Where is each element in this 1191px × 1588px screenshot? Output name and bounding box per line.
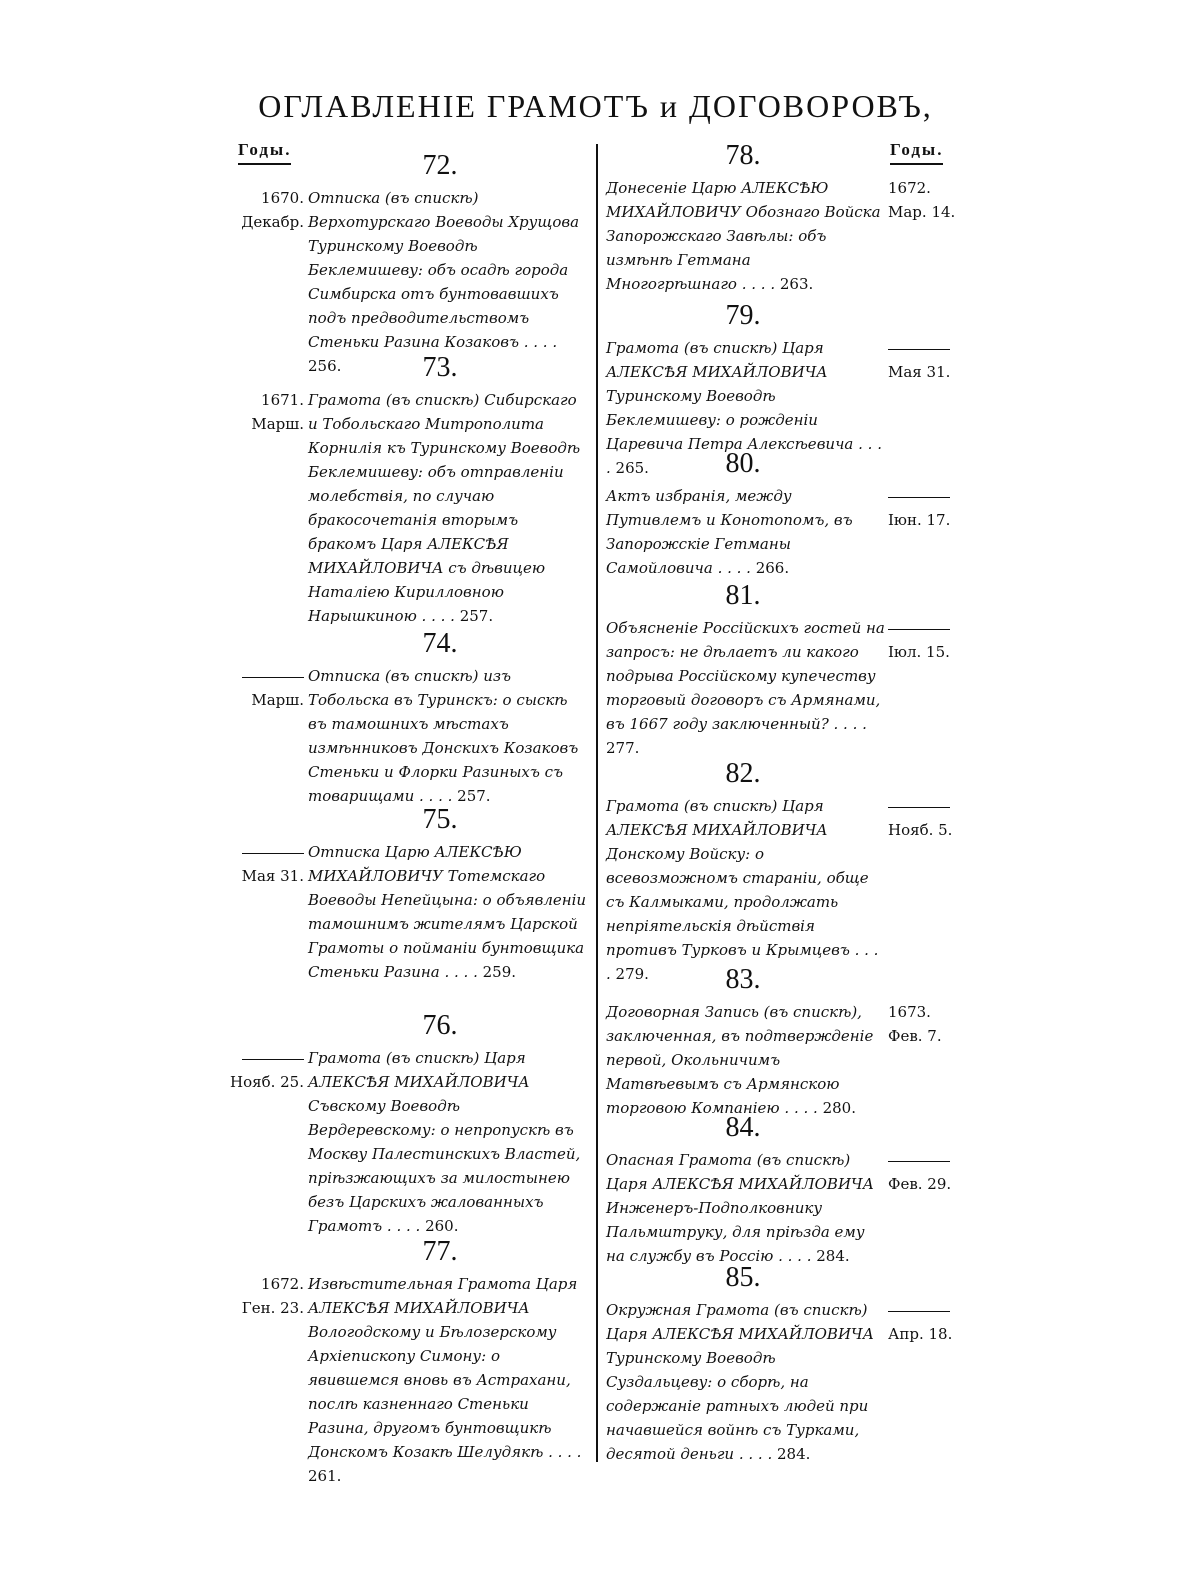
year-dash <box>888 616 998 640</box>
entry-page-number: 260. <box>425 1217 459 1235</box>
entry-number: 80. <box>725 448 761 479</box>
entry-text <box>308 664 588 808</box>
entry-date <box>888 484 998 532</box>
entry-number: 78. <box>725 140 761 171</box>
entry-number: 74. <box>422 628 458 659</box>
entry-description: Объясненіе Россійскихъ гостей на запросъ: не дѣлаетъ ли какого подрыва Россійскому купечеству торговый договоръ съ Армянами, въ 1667 году заключенный? . . . . <box>606 619 885 733</box>
dash-line <box>888 1311 950 1312</box>
date-line: 1671. <box>261 391 304 409</box>
date-line: Апр. 18. <box>888 1325 953 1343</box>
entry-number: 75. <box>422 804 458 835</box>
entry-page-number: 277. <box>606 739 640 757</box>
date-line: Ген. 23. <box>241 1299 304 1317</box>
entry-description: Грамота (въ спискѣ) Сибирскаго и Тобольскаго Митрополита Корнилія къ Туринскому Воеводѣ Беклемишеву: объ отправленіи молебствія, по случаю бракосочетанія вторымъ бракомъ Царя АЛЕКСѢЯ МИХАЙЛОВИЧА съ дѣвицею Наталіею Кирилловною Нарышкиною . . . . <box>308 391 581 625</box>
entry-page-number: 261. <box>308 1467 342 1485</box>
entry-text <box>606 1148 886 1268</box>
entry-description: Актъ избранія, между Путивлемъ и Конотопомъ, въ Запорожскіе Гетманы Самойловича . . . . <box>606 487 853 577</box>
entry-text <box>308 186 588 378</box>
entry-text <box>606 616 886 760</box>
date-line: Марш. <box>251 415 304 433</box>
years-header-left: Годы. <box>238 140 291 165</box>
year-dash <box>888 794 998 818</box>
entry-page-number: 284. <box>776 1445 811 1463</box>
entry-page-number: 263. <box>779 275 814 293</box>
date-line: Мая 31. <box>241 867 304 885</box>
entry-text <box>308 1272 588 1488</box>
entry-date <box>222 186 304 234</box>
date-line: Декабр. <box>241 213 304 231</box>
date-line: Іюн. 17. <box>888 511 951 529</box>
page-title: ОГЛАВЛЕНІЕ ГРАМОТЪ и ДОГОВОРОВЪ, <box>258 88 933 124</box>
entry-number: 73. <box>422 352 458 383</box>
entry-text <box>606 484 886 580</box>
entry-description: Грамота (въ спискѣ) Царя АЛЕКСѢЯ МИХАЙЛОВИЧА Туринскому Воеводѣ Беклемишеву: о рожденіи Царевича Петра Алексѣевича . . . . <box>606 339 882 477</box>
entry-page-number: 266. <box>755 559 790 577</box>
entry-description: Окружная Грамота (въ спискѣ) Царя АЛЕКСѢЯ МИХАЙЛОВИЧА Туринскому Воеводѣ Суздальцеву: о сборѣ, на содержаніе ратныхъ людей при начавшейся войнѣ съ Турками, десятой деньги . . . . <box>606 1301 874 1463</box>
entry-page-number: 265. <box>615 459 649 477</box>
entry-text <box>606 176 886 296</box>
entry-date <box>222 1046 304 1094</box>
year-dash <box>888 484 998 508</box>
entry-date <box>888 336 998 384</box>
entry-description: Отписка (въ спискѣ) изъ Тобольска въ Туринскъ: о сыскѣ въ тамошнихъ мѣстахъ измѣнниковъ Донскихъ Козаковъ Стеньки и Флорки Разиныхъ съ товарищами . . . . <box>308 667 579 805</box>
entry-description: Отписка (въ спискѣ) Верхотурскаго Воеводы Хрущова Туринскому Воеводѣ Беклемишеву: объ осадѣ города Симбирска отъ бунтовавшихъ подъ предводительствомъ Стеньки Разина Козаковъ . . . . <box>308 189 580 351</box>
entry-page-number: 279. <box>615 965 649 983</box>
entry-description: Донесеніе Царю АЛЕКСѢЮ МИХАЙЛОВИЧУ Обознаго Войска Запорожскаго Завѣлы: объ измѣнѣ Гетмана Многогрѣшнаго . . . . <box>606 179 881 293</box>
entry-text <box>606 1298 886 1466</box>
entry-date <box>888 1148 998 1196</box>
years-header-right: Годы. <box>890 140 943 165</box>
entry-text <box>606 794 886 986</box>
date-line: Нояб. 5. <box>888 821 953 839</box>
entry-description: Грамота (въ спискѣ) Царя АЛЕКСѢЯ МИХАЙЛОВИЧА Съвскому Воеводѣ Вердеревскому: о непропускѣ въ Москву Палестинскихъ Властей, пріѣзжающихъ за милостынею безъ Царскихъ жалованныхъ Грамотъ . . . . <box>308 1049 581 1235</box>
year-dash <box>222 1046 304 1070</box>
entry-date <box>222 388 304 436</box>
entry-number: 77. <box>422 1236 458 1267</box>
entry-date <box>888 1298 998 1346</box>
date-line: Мая 31. <box>888 363 951 381</box>
entry-description: Договорная Запись (въ спискѣ), заключенная, въ подтвержденіе первой, Окольничимъ Матвѣевымъ съ Армянскою торговою Компаніею . . . . <box>606 1003 874 1117</box>
dash-line <box>888 497 950 498</box>
entry-description: Опасная Грамота (въ спискѣ) Царя АЛЕКСѢЯ МИХАЙЛОВИЧА Инженеръ-Подполковнику Пальмштруку, для пріѣзда ему на службу въ Россію . . . . <box>606 1151 874 1265</box>
date-line: 1673. <box>888 1003 931 1021</box>
entry-number: 72. <box>422 150 458 181</box>
dash-line <box>888 349 950 350</box>
entry-page-number: 257. <box>459 607 494 625</box>
entry-description: Отписка Царю АЛЕКСѢЮ МИХАЙЛОВИЧУ Тотемскаго Воеводы Непейцына: о объявленіи тамошнимъ жителямъ Царской Грамоты о пойманіи бунтовщика Стеньки Разина . . . . <box>308 843 587 981</box>
date-line: Фев. 7. <box>888 1027 942 1045</box>
entry-page-number: 256. <box>308 357 342 375</box>
date-line: Фев. 29. <box>888 1175 952 1193</box>
entry-text <box>606 1000 886 1120</box>
date-line: 1672. <box>261 1275 304 1293</box>
entry-date <box>888 616 998 664</box>
entry-number: 84. <box>725 1112 761 1143</box>
dash-line <box>888 629 950 630</box>
date-line: 1670. <box>261 189 304 207</box>
entry-text <box>308 1046 588 1238</box>
entry-number: 85. <box>725 1262 761 1293</box>
date-line: 1672. <box>888 179 931 197</box>
entry-page-number: 257. <box>457 787 491 805</box>
entry-page-number: 259. <box>482 963 517 981</box>
dash-line <box>242 677 304 678</box>
entry-number: 81. <box>725 580 761 611</box>
entry-number: 79. <box>725 300 761 331</box>
date-line: Марш. <box>251 691 304 709</box>
entry-date <box>888 1000 998 1048</box>
entry-number: 83. <box>725 964 761 995</box>
entry-page-number: 280. <box>822 1099 856 1117</box>
entry-date <box>888 176 998 224</box>
dash-line <box>242 853 304 854</box>
dash-line <box>888 807 950 808</box>
year-dash <box>222 664 304 688</box>
entry-page-number: 284. <box>816 1247 850 1265</box>
date-line: Іюл. 15. <box>888 643 950 661</box>
entry-text <box>308 388 588 628</box>
year-dash <box>888 336 998 360</box>
dash-line <box>242 1059 304 1060</box>
entry-number: 82. <box>725 758 761 789</box>
entry-date <box>222 664 304 712</box>
date-line: Нояб. 25. <box>230 1073 304 1091</box>
date-line: Мар. 14. <box>888 203 956 221</box>
entry-date <box>888 794 998 842</box>
entry-description: Грамота (въ спискѣ) Царя АЛЕКСѢЯ МИХАЙЛОВИЧА Донскому Войску: о всевозможномъ стараніи, обще съ Калмыками, продолжать непріятельскія дѣйствія противъ Турковъ и Крымцевъ . . . . <box>606 797 879 983</box>
entry-number: 76. <box>422 1010 458 1041</box>
dash-line <box>888 1161 950 1162</box>
year-dash <box>888 1298 998 1322</box>
entry-date <box>222 840 304 888</box>
entry-text <box>308 840 588 984</box>
year-dash <box>888 1148 998 1172</box>
entry-date <box>222 1272 304 1320</box>
entry-description: Извѣстительная Грамота Царя АЛЕКСѢЯ МИХАЙЛОВИЧА Вологодскому и Бѣлозерскому Архіепископу Симону: о явившемся вновь въ Астрахани, послѣ казненнаго Стеньки Разина, другомъ бунтовщикѣ Донскомъ Козакѣ Шелудякѣ . . . . <box>308 1275 582 1461</box>
year-dash <box>222 840 304 864</box>
